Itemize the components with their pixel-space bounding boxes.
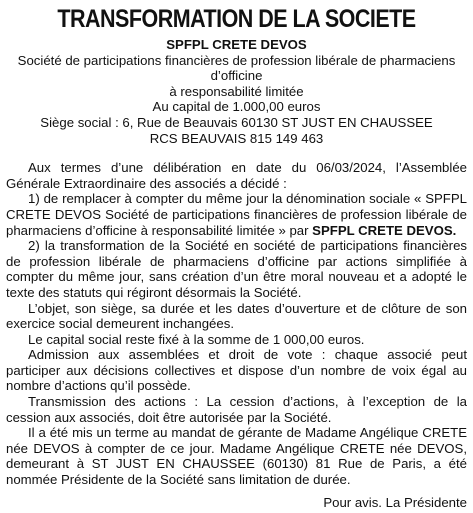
company-form-line-2: d’officine xyxy=(210,68,263,84)
signature: Pour avis. La Présidente xyxy=(323,494,467,510)
paragraph-transformation: 2) la transformation de la Société en société de participations financières de profession libérale de pharmaciens d’officine par actions simplifiée à compter du même jour, sans création d’un être moral nouveau et a adopté le texte des statuts qui régiront désormais la Société. xyxy=(6,238,467,300)
paragraph-capital: Le capital social reste fixé à la somme de 1 000,00 euros. xyxy=(28,331,365,347)
new-company-name: SPFPL CRETE DEVOS. xyxy=(312,222,457,238)
company-rcs: RCS BEAUVAIS 815 149 463 xyxy=(149,130,324,146)
paragraph-admission: Admission aux assemblées et droit de vote : chaque associé peut participer aux décisions collectives et dispose d’un nombre de voix égal au nombre d’actions qu’il possède. xyxy=(6,347,467,394)
company-header xyxy=(6,37,467,146)
company-registered-office: Siège social : 6, Rue de Beauvais 60130 ST JUST EN CHAUSSEE xyxy=(40,114,433,130)
paragraph-transmission: Transmission des actions : La cession d’actions, à l’exception de la cession aux associés, doit être autorisée par la Société. xyxy=(6,394,467,425)
company-capital: Au capital de 1.000,00 euros xyxy=(152,99,321,115)
paragraph-name-change xyxy=(6,191,467,238)
paragraph-mandate: Il a été mis un terme au mandat de gérante de Madame Angélique CRETE née DEVOS à compter de ce jour. Madame Angélique CRETE née DEVOS, demeurant à ST JUST EN CHAUSSEE (60130) 81 Rue de Paris, a été nommée Présidente de la Société sans limitation de durée. xyxy=(6,425,467,488)
company-name: SPFPL CRETE DEVOS xyxy=(166,37,307,52)
notice-body xyxy=(6,160,467,487)
paragraph-object: L’objet, son siège, sa durée et les dates d’ouverture et de clôture de son exercice social demeurent inchangées. xyxy=(6,300,467,332)
company-form-line-1: Société de participations financières de profession libérale de pharmaciens xyxy=(17,52,456,68)
name-change-text: 1) de remplacer à compter du même jour la dénomination sociale « SPFPL CRETE DEVOS Société de participations financières de profession libérale de pharmaciens d’officine à responsabilité limitée » par xyxy=(6,191,467,238)
notice-title: TRANSFORMATION DE LA SOCIETE xyxy=(57,5,416,33)
company-form-line-3: à responsabilité limitée xyxy=(169,83,304,99)
paragraph-deliberation: Aux termes d’une délibération en date du 06/03/2024, l’Assemblée Générale Extraordinaire des associés a décidé : xyxy=(6,160,467,191)
